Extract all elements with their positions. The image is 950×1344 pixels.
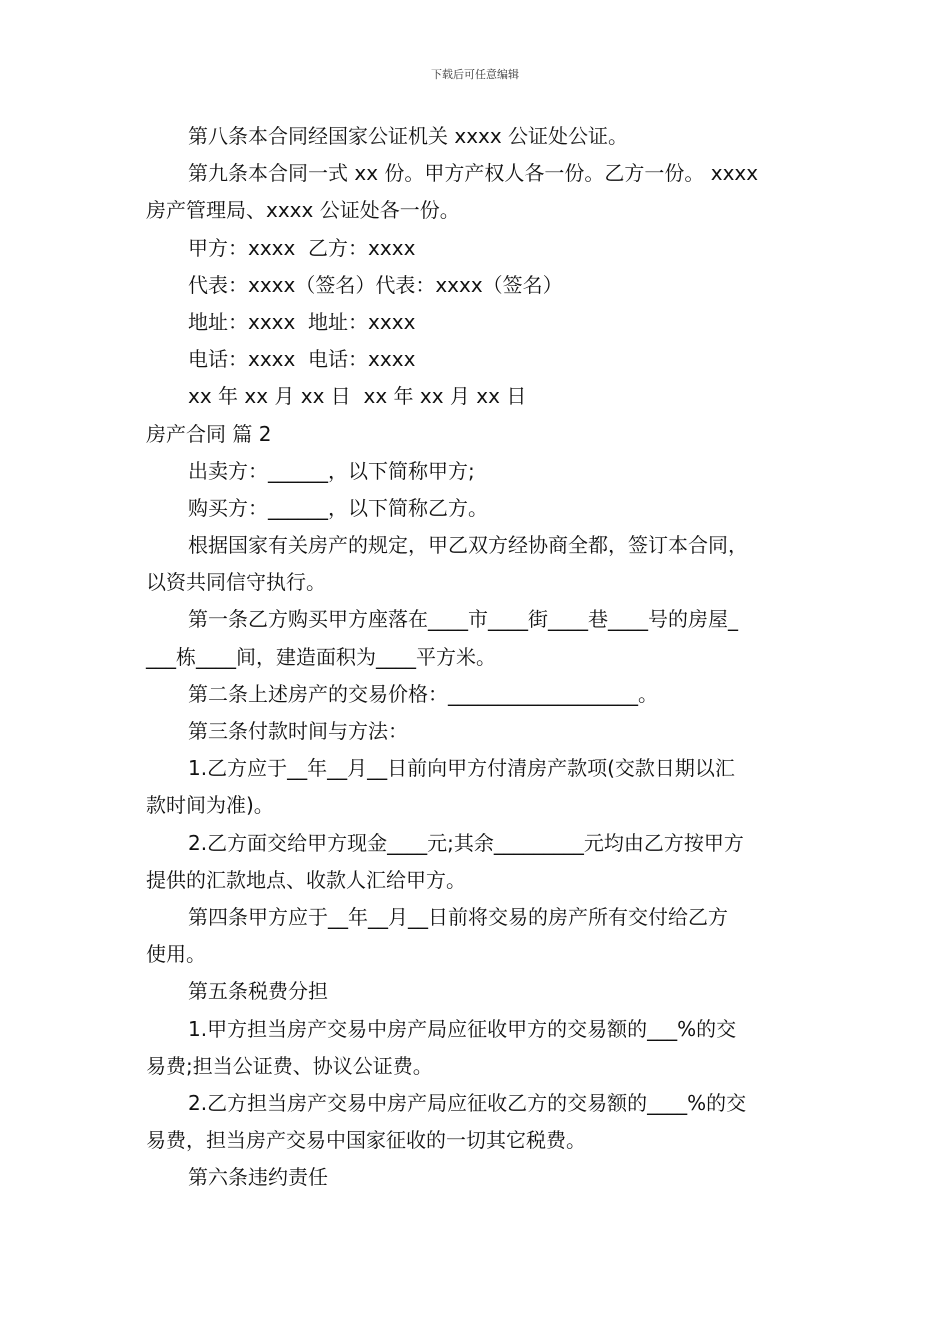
text-line: 2.乙方面交给甲方现金____元;其余_________元均由乙方按甲方 <box>188 830 744 855</box>
text-line: 第五条税费分担 <box>188 979 328 1004</box>
text-line: 使用。 <box>146 942 206 967</box>
document-body <box>146 118 816 1196</box>
text-line: 第二条上述房产的交易价格：___________________。 <box>188 681 658 706</box>
text-line: 房产管理局、xxxx 公证处各一份。 <box>146 198 460 223</box>
text-line: 出卖方：______，以下简称甲方; <box>188 458 475 483</box>
text-line: 第三条付款时间与方法： <box>188 719 408 743</box>
text-line: 2.乙方担当房产交易中房产局应征收乙方的交易额的____%的交 <box>188 1090 747 1115</box>
text-line: 第九条本合同一式 xx 份。甲方产权人各一份。乙方一份。 xxxx <box>188 161 759 186</box>
text-line: 提供的汇款地点、收款人汇给甲方。 <box>146 867 466 892</box>
text-line: 购买方：______，以下简称乙方。 <box>188 495 488 520</box>
text-line: 1.乙方应于__年__月__日前向甲方付清房产款项(交款日期以汇 <box>188 756 735 781</box>
text-line: 房产合同 篇 2 <box>146 421 272 446</box>
text-line: 电话：xxxx 电话：xxxx <box>188 347 416 372</box>
text-line: 以资共同信守执行。 <box>146 570 326 595</box>
text-line: 地址：xxxx 地址：xxxx <box>188 309 416 334</box>
text-line: 款时间为准)。 <box>146 793 274 818</box>
text-line: 第四条甲方应于__年__月__日前将交易的房产所有交付给乙方 <box>188 904 728 929</box>
text-line: 甲方：xxxx 乙方：xxxx <box>188 235 416 260</box>
text-line: 1.甲方担当房产交易中房产局应征收甲方的交易额的___%的交 <box>188 1016 737 1041</box>
text-line: 第八条本合同经国家公证机关 xxxx 公证处公证。 <box>188 124 629 148</box>
text-line: 代表：xxxx（签名）代表：xxxx（签名） <box>188 272 563 297</box>
text-line: 易费;担当公证费、协议公证费。 <box>146 1053 433 1078</box>
text-line: 第六条违约责任 <box>188 1165 328 1190</box>
text-line: 易费，担当房产交易中国家征收的一切其它税费。 <box>146 1128 586 1153</box>
page-header: 下载后可任意编辑 <box>431 68 519 81</box>
text-line: xx 年 xx 月 xx 日 xx 年 xx 月 xx 日 <box>188 384 527 409</box>
text-line: 根据国家有关房产的规定，甲乙双方经协商全都，签订本合同， <box>188 533 748 558</box>
text-line: 第一条乙方购买甲方座落在____市____街____巷____号的房屋_ <box>188 607 738 632</box>
text-line: ___栋____间，建造面积为____平方米。 <box>146 644 496 669</box>
